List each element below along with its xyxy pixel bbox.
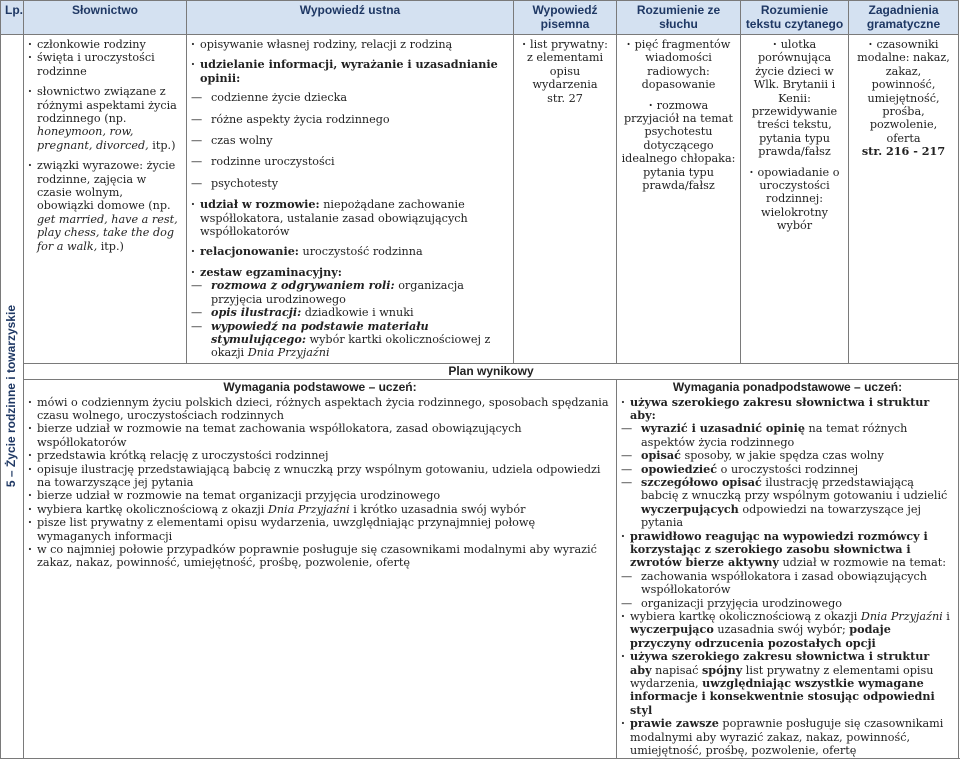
podstawowe-cell xyxy=(24,380,617,758)
plan-wynikowy-title: Plan wynikowy xyxy=(24,363,959,379)
ponadpodstawowe-cell xyxy=(617,380,959,758)
ustna-subitem: — codzienne życie dziecka xyxy=(191,91,509,104)
ustna-subitem: — rodzinne uroczystości xyxy=(191,155,509,168)
podstawowe-item: · mówi o codziennym życiu polskich dzieci, różnych aspektach życia rodzinnego, sposobach spędzania czasu wolnego, uroczystościach rodzinnych xyxy=(28,396,612,423)
ponad-item: · prawie zawsze poprawnie posługuje się czasownikami modalnymi aby wyrazić zakaz, nakaz, powinność, umiejętność, prośbę, pozwolenie, ofertę xyxy=(621,717,954,757)
header-row xyxy=(1,1,959,35)
wypowiedz-pisemna-cell xyxy=(514,35,617,364)
ponad-item: · używa szerokiego zakresu słownictwa i struktur aby napisać spójny list prywatny z elementami opisu wydarzenia, uwzględniając wszystkie wymagane informacje i konsekwentnie stosując odpowiedni styl xyxy=(621,650,954,717)
ustna-item: · udział w rozmowie: niepożądane zachowanie współlokatora, ustalanie zasad obowiązujących współlokatorów xyxy=(191,198,509,238)
wypowiedz-ustna-cell xyxy=(187,35,514,364)
podstawowe-item: · wybiera kartkę okolicznościową z okazji Dnia Przyjaźni i krótko uzasadnia swój wybór xyxy=(28,503,612,516)
slownictwo-item: · święta i uroczystości rodzinne xyxy=(28,51,182,78)
header-lp: Lp. xyxy=(1,1,24,35)
tekst-item: · opowiadanie o uroczystości rodzinnej: wielokrotny wybór xyxy=(745,166,844,233)
podstawowe-item: · w co najmniej połowie przypadków poprawnie posługuje się czasownikami modalnymi aby wyrazić zakaz, nakaz, powinność, umiejętność, prośbę, pozwolenie, ofertę xyxy=(28,543,612,570)
podstawowe-item: · bierze udział w rozmowie na temat organizacji przyjęcia urodzinowego xyxy=(28,489,612,502)
ponad-subitem: — opowiedzieć o uroczystości rodzinnej xyxy=(621,463,954,476)
requirements-row xyxy=(1,380,959,758)
header-rozumienie-tekstu: Rozumienie tekstu czytanego xyxy=(741,1,849,35)
ponad-subitem: — wyrazić i uzasadnić opinię na temat różnych aspektów życia rodzinnego xyxy=(621,422,954,449)
slownictwo-item: · związki wyrazowe: życie rodzinne, zajęcia w czasie wolnym, obowiązki domowe (np. get married, have a rest, play chess, take the dog for a walk, itp.) xyxy=(28,159,182,253)
unit-label: 5 – Życie rodzinne i towarzyskie xyxy=(4,305,19,488)
ponad-subitem: — zachowania współlokatora i zasad obowiązujących współlokatorów xyxy=(621,570,954,597)
zagadnienia-cell xyxy=(849,35,959,364)
pisemna-page-ref: str. 27 xyxy=(547,91,583,105)
sluch-item: · rozmowa przyjaciół na temat psychotestu dotyczącego idealnego chłopaka: pytania typu prawda/fałsz xyxy=(621,99,736,193)
ustna-exam-item: — wypowiedź na podstawie materiału stymulującego: wybór kartki okolicznościowej z okazji Dnia Przyjaźni xyxy=(191,320,509,360)
podstawowe-item: · opisuje ilustrację przedstawiającą babcię z wnuczką przy wspólnym gotowaniu, udziela odpowiedzi na towarzyszące jej pytania xyxy=(28,463,612,490)
rozumienie-tekstu-cell xyxy=(741,35,849,364)
ustna-subitem: — różne aspekty życia rodzinnego xyxy=(191,113,509,126)
ponadpodstawowe-title: Wymagania ponadpodstawowe – uczeń: xyxy=(672,380,903,395)
unit-label-cell xyxy=(1,35,24,759)
podstawowe-item: · pisze list prywatny z elementami opisu wydarzenia, uwzględniając przynajmniej połowę wymaganych informacji xyxy=(28,516,612,543)
ustna-item: · zestaw egzaminacyjny: xyxy=(191,266,509,279)
content-row xyxy=(1,35,959,364)
ustna-exam-item: — rozmowa z odgrywaniem roli: organizacja przyjęcia urodzinowego xyxy=(191,279,509,306)
header-zagadnienia: Zagadnienia gramatyczne xyxy=(849,1,959,35)
slownictwo-item: · słownictwo związane z różnymi aspektami życia rodzinnego (np. honeymoon, row, pregnant, divorced, itp.) xyxy=(28,85,182,152)
header-rozumienie-sluchu: Rozumienie ze słuchu xyxy=(617,1,741,35)
ustna-subitem: — czas wolny xyxy=(191,134,509,147)
gramatyka-page-ref: str. 216 - 217 xyxy=(861,144,946,159)
slownictwo-item: · członkowie rodziny xyxy=(28,38,182,51)
ponad-subitem: — opisać sposoby, w jakie spędza czas wolny xyxy=(621,449,954,462)
header-wypowiedz-ustna: Wypowiedź ustna xyxy=(187,1,514,35)
ustna-subitem: — psychotesty xyxy=(191,177,509,190)
podstawowe-item: · bierze udział w rozmowie na temat zachowania współlokatora, zasad obowiązujących współlokatorów xyxy=(28,422,612,449)
ponad-item: · prawidłowo reagując na wypowiedzi rozmówcy i korzystając z szerokiego zasobu słownictwa i zwrotów bierze aktywny udział w rozmowie na temat: xyxy=(621,530,954,570)
gramatyka-item: · czasowniki modalne: nakaz, zakaz, powinność, umiejętność, prośba, pozwolenie, oferta xyxy=(853,38,954,145)
ponad-subitem: — organizacji przyjęcia urodzinowego xyxy=(621,597,954,610)
podstawowe-item: · przedstawia krótką relację z uroczystości rodzinnej xyxy=(28,449,612,462)
slownictwo-cell xyxy=(24,35,187,364)
ponad-item: · wybiera kartkę okolicznościową z okazji Dnia Przyjaźni i wyczerpująco uzasadnia swój wybór; podaje przyczyny odrzucenia pozostałych opcji xyxy=(621,610,954,650)
ponad-subitem: — szczegółowo opisać ilustrację przedstawiającą babcię z wnuczką przy wspólnym gotowaniu i udzielić wyczerpujących odpowiedzi na towarzyszące jej pytania xyxy=(621,476,954,530)
ponad-item: · używa szerokiego zakresu słownictwa i struktur aby: xyxy=(621,396,954,423)
header-wypowiedz-pisemna: Wypowiedź pisemna xyxy=(514,1,617,35)
ustna-item: · relacjonowanie: uroczystość rodzinna xyxy=(191,245,509,258)
ustna-item: · udzielanie informacji, wyrażanie i uzasadnianie opinii: xyxy=(191,58,509,85)
podstawowe-title: Wymagania podstawowe – uczeń: xyxy=(223,380,417,395)
sluch-item: · pięć fragmentów wiadomości radiowych: dopasowanie xyxy=(621,38,736,92)
header-slownictwo: Słownictwo xyxy=(24,1,187,35)
tekst-item: · ulotka porównująca życie dzieci w Wlk. Brytanii i Kenii: przewidywanie treści tekstu, pytania typu prawda/fałsz xyxy=(745,38,844,159)
pisemna-item: · list prywatny: z elementami opisu wydarzenia xyxy=(518,38,612,92)
ustna-item: · opisywanie własnej rodziny, relacji z rodziną xyxy=(191,38,509,51)
ustna-exam-item: — opis ilustracji: dziadkowie i wnuki xyxy=(191,306,509,319)
rozumienie-sluchu-cell xyxy=(617,35,741,364)
plan-wynikowy-row xyxy=(1,363,959,379)
